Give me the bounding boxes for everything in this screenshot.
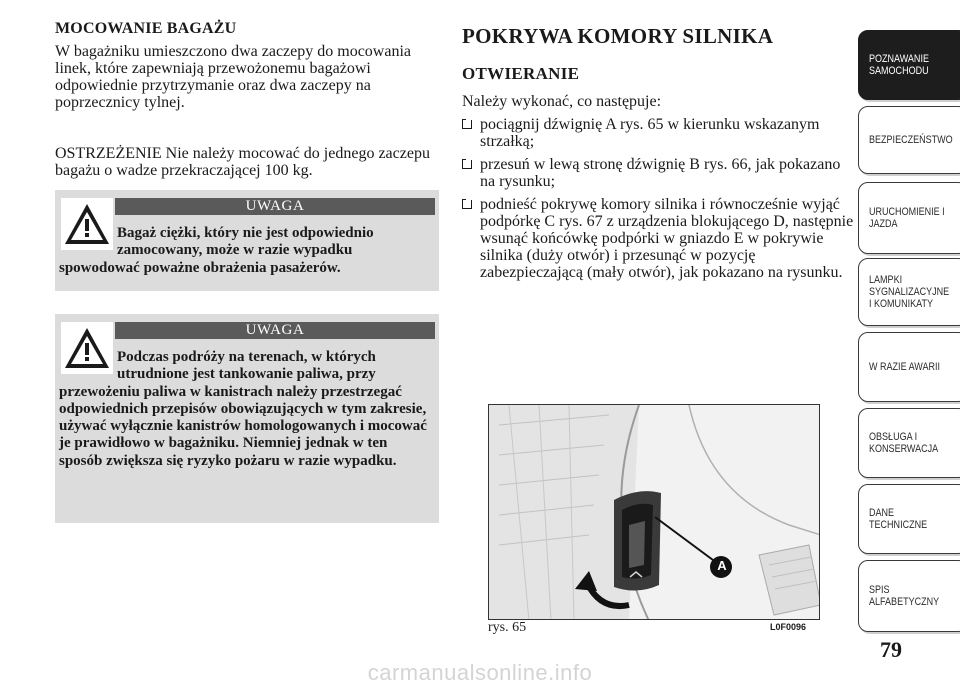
step-item: przesuń w lewą stronę dźwignię B rys. 66, jak pokazano na rysunku;	[462, 156, 857, 190]
page-number: 79	[880, 637, 902, 662]
step-item: podnieść pokrywę komory silnika i równocześnie wyjąć podpórkę C rys. 67 z urządzenia blokującego D, następnie wsunąć końcówkę podpórki w gniazdo E w pokrywie silnika (duży otwór) i przesunąć w pozycję zabezpieczającą (mały otwór), jak pokazano na rysunku.	[462, 196, 857, 281]
tab-w-razie-awarii[interactable]: W RAZIE AWARII	[858, 332, 960, 402]
tab-bezpieczenstwo[interactable]: BEZPIECZEŃSTWO	[858, 106, 960, 174]
luggage-paragraph: W bagażniku umieszczono dwa zaczepy do mocowania linek, które zapewniają przewożonemu bagażowi odpowiednie przytrzymanie oraz dwa zaczepy na poprzecznicy tylnej.	[55, 43, 411, 111]
tab-uruchomienie-jazda[interactable]: URUCHOMIENIE I JAZDA	[858, 182, 960, 254]
watermark-text: carmanualsonline.info	[367, 660, 593, 685]
section-heading-hood: POKRYWA KOMORY SILNIKA	[462, 24, 774, 48]
warning-text: Podczas podróży na terenach, w których utrudnione jest tankowanie paliwa, przy przewożeniu paliwa w kanistrach należy przestrzegać odpowiednich przepisów obowiązujących w tym zakresie, używać wyłącznie kanistrów homologowanych i mocować je prawidłowo w bagażniku. Niemniej jednak w ten sposób zwiększa się ryzyko pożaru w razie wypadku.	[59, 349, 427, 469]
tab-dane-techniczne[interactable]: DANE TECHNICZNE	[858, 484, 960, 554]
warning-title: UWAGA	[115, 322, 435, 339]
tab-lampki-sygnalizacyjne[interactable]: LAMPKI SYGNALIZACYJNE I KOMUNIKATY	[858, 258, 960, 326]
warning-box-heavy-luggage	[55, 190, 439, 291]
figure-hood-release-lever	[488, 404, 820, 620]
warning-box-fuel-cans	[55, 314, 439, 523]
figure-caption: rys. 65	[488, 620, 527, 635]
warning-title: UWAGA	[115, 198, 435, 215]
checkbox-bullet-icon	[462, 199, 472, 209]
luggage-caution-paragraph: OSTRZEŻENIE Nie należy mocować do jednego zaczepu bagażu o wadze przekraczającej 100 kg.	[55, 145, 430, 179]
step-item: pociągnij dźwignię A rys. 65 w kierunku wskazanym strzałką;	[462, 116, 857, 150]
steps-list	[462, 116, 857, 287]
warning-text: Bagaż ciężki, który nie jest odpowiednio zamocowany, może w razie wypadku spowodować poważne obrażenia pasażerów.	[59, 225, 374, 276]
tab-spis-alfabetyczny[interactable]: SPIS ALFABETYCZNY	[858, 560, 960, 632]
figure-code: L0F0096	[770, 622, 807, 632]
tab-obsluga-konserwacja[interactable]: OBSŁUGA I KONSERWACJA	[858, 408, 960, 478]
checkbox-bullet-icon	[462, 159, 472, 169]
steps-intro: Należy wykonać, co następuje:	[462, 93, 662, 110]
tab-poznawanie-samochodu[interactable]: POZNAWANIE SAMOCHODU	[858, 30, 960, 100]
subheading-opening: OTWIERANIE	[462, 64, 580, 83]
hood-release-illustration	[489, 405, 820, 620]
checkbox-bullet-icon	[462, 119, 472, 129]
figure-callout-label: A	[717, 558, 727, 573]
section-heading-luggage: MOCOWANIE BAGAŻU	[55, 20, 237, 37]
